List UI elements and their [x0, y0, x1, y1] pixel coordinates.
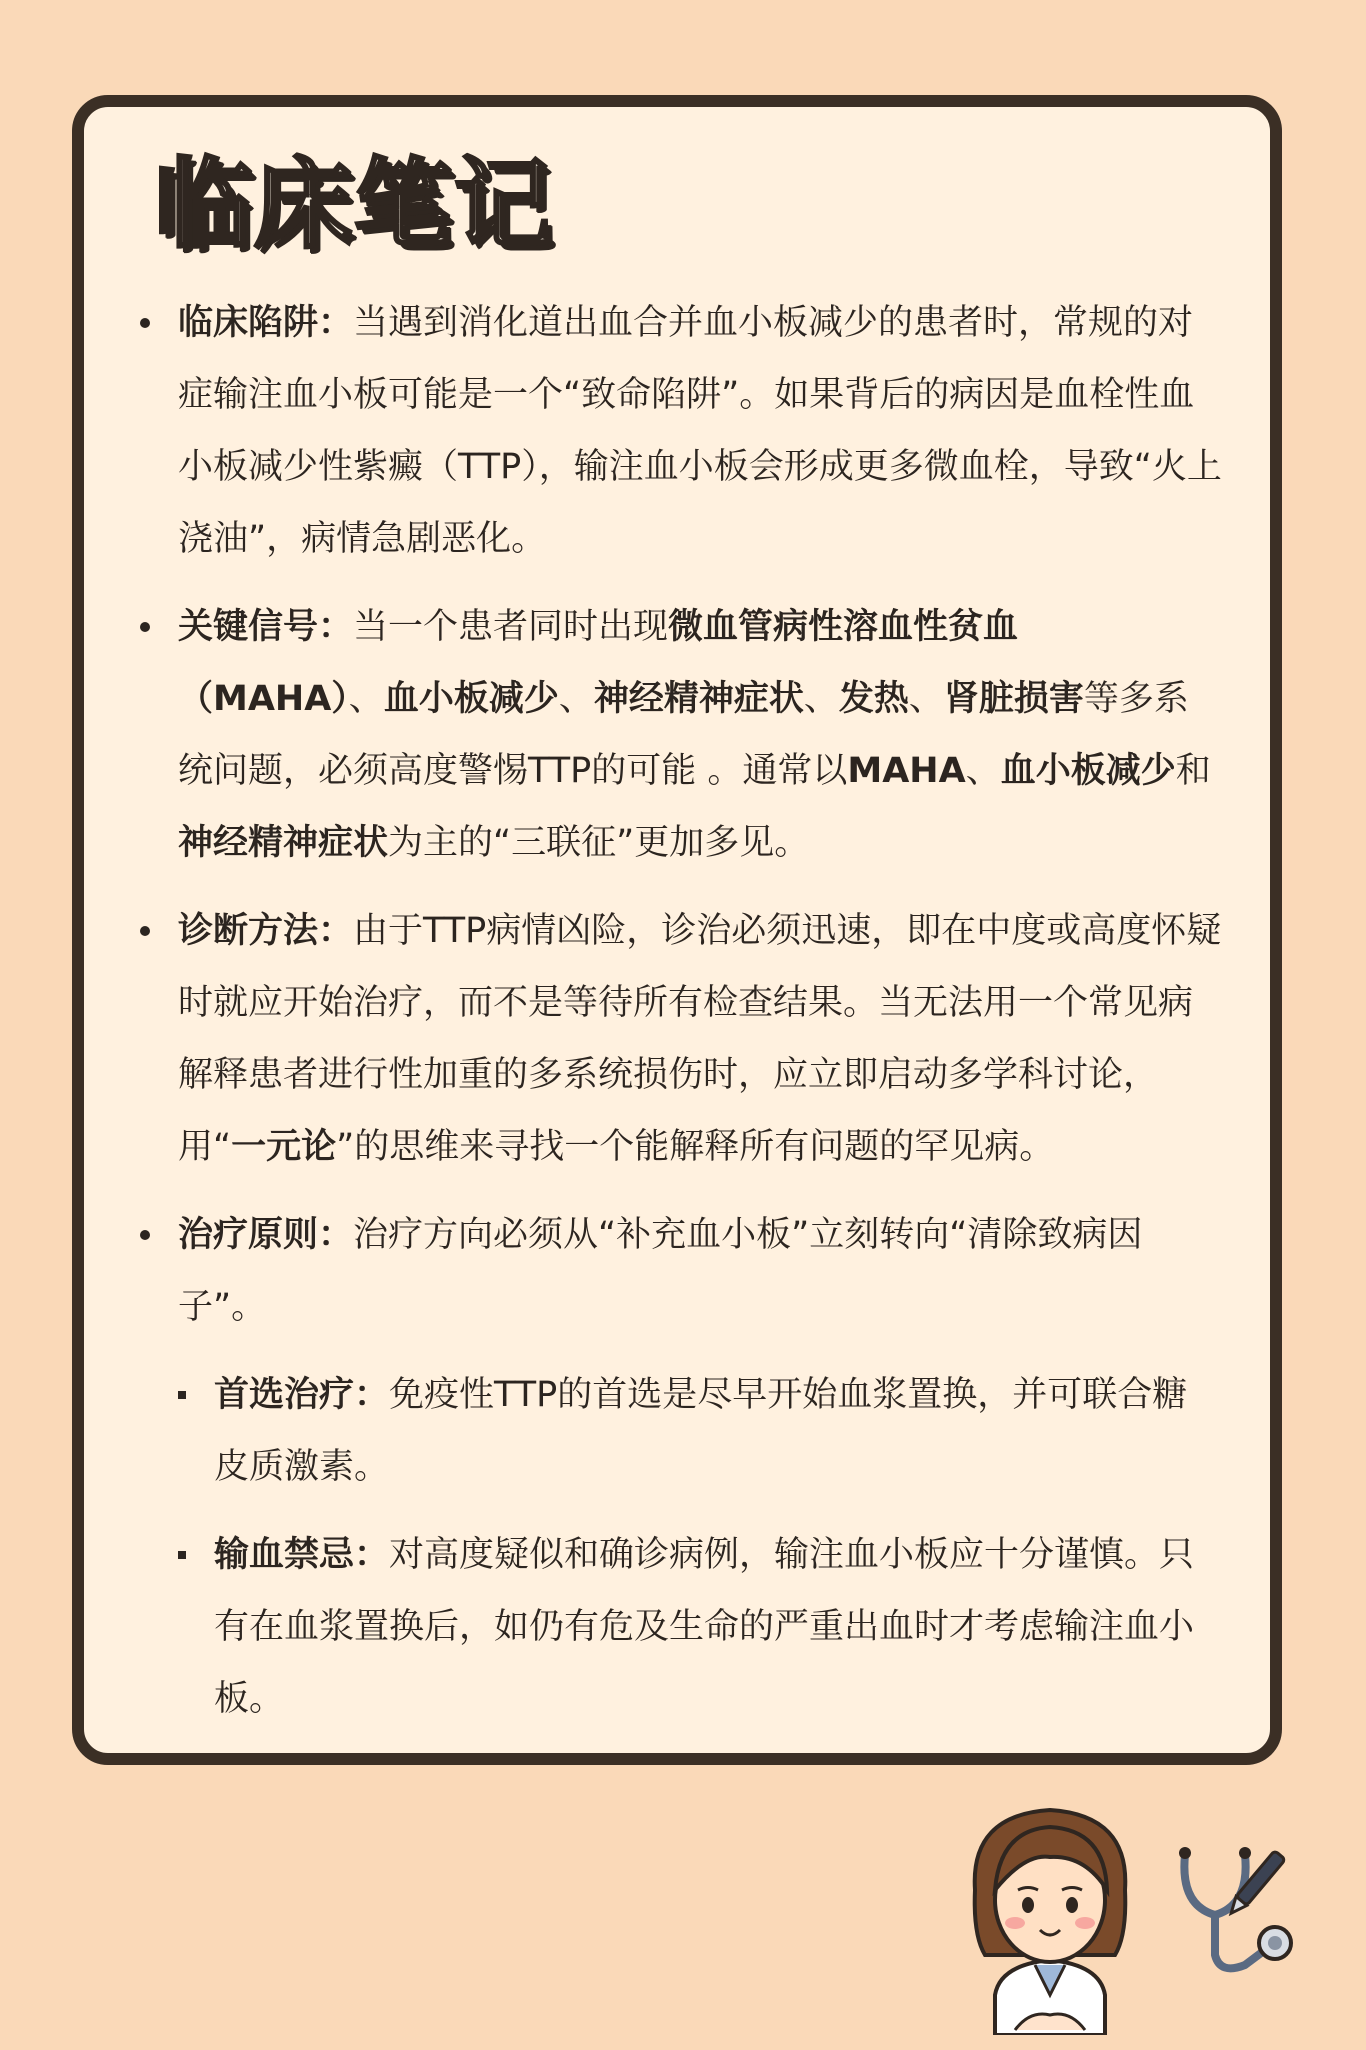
- bullet-text: 当一个患者同时出现: [353, 607, 669, 647]
- bullet-text: ”的思维来寻找一个能解释所有问题的罕见病。: [336, 1127, 1055, 1167]
- bullet-label: 临床陷阱：: [178, 303, 354, 343]
- bullet-text: 、: [348, 679, 384, 719]
- pen-icon: [1226, 1851, 1286, 1918]
- bullet-diagnosis-method: [132, 895, 1222, 1183]
- bold-term: 血小板减少: [383, 679, 559, 719]
- sub-bullet-label: 输血禁忌：: [214, 1535, 390, 1575]
- bullet-text: 、: [558, 679, 594, 719]
- bold-term: 神经精神症状: [593, 679, 804, 719]
- bullet-dot: [140, 622, 150, 632]
- notes-content: [132, 287, 1222, 1751]
- sub-bullet-marker: [178, 1391, 186, 1399]
- sub-bullet-transfusion-contraindication: [132, 1519, 1222, 1735]
- page-title: 临床笔记: [154, 148, 555, 262]
- bullet-label: 诊断方法：: [178, 911, 354, 951]
- notes-card: [72, 95, 1282, 1765]
- bullet-key-signals: [132, 591, 1222, 879]
- bullet-text: 和: [1175, 751, 1211, 791]
- bullet-treatment-principle: [132, 1199, 1222, 1343]
- bullet-label: 关键信号：: [178, 607, 354, 647]
- bold-term: 发热: [838, 679, 909, 719]
- bold-term: 神经精神症状: [178, 823, 389, 863]
- decorative-illustrations: [955, 1795, 1325, 2035]
- bullet-text: 由于TTP病情凶险，诊治必须迅速，即在中度或高度怀疑时就应开始治疗，而不是等待所有检查结果。当无法用一个常见病解释患者进行性加重的多系统损伤时，应立即启动多学科讨论，用“: [178, 911, 1222, 1167]
- bullet-dot: [140, 318, 150, 328]
- bullet-text: 、: [908, 679, 944, 719]
- bullet-text: 当遇到消化道出血合并血小板减少的患者时，常规的对症输注血小板可能是一个“致命陷阱”。如果背后的病因是血栓性血小板减少性紫癜（TTP），输注血小板会形成更多微血栓，导致“火上浇油”，病情急剧恶化。: [178, 303, 1222, 559]
- bold-term: 肾脏损害: [943, 679, 1084, 719]
- bullet-text: 为主的“三联征”更加多见。: [388, 823, 810, 863]
- sub-bullet-label: 首选治疗：: [214, 1375, 390, 1415]
- bullet-label: 治疗原则：: [178, 1215, 354, 1255]
- bold-term: 一元论: [231, 1127, 337, 1167]
- bullet-dot: [140, 926, 150, 936]
- bold-term: 微血管病性溶血性贫血（MAHA）: [178, 607, 1019, 719]
- bullet-text: 治疗方向必须从“补充血小板”立刻转向“清除致病因子”。: [178, 1215, 1143, 1327]
- doctor-illustration: [975, 1810, 1126, 2035]
- bullet-text: 、: [803, 679, 839, 719]
- bold-term: MAHA: [847, 751, 966, 791]
- illustration-svg: [955, 1795, 1325, 2035]
- bullet-clinical-trap: [132, 287, 1222, 575]
- sub-bullet-marker: [178, 1551, 186, 1559]
- sub-bullet-first-choice: [132, 1359, 1222, 1503]
- bullet-dot: [140, 1230, 150, 1240]
- sub-bullet-text: 免疫性TTP的首选是尽早开始血浆置换，并可联合糖皮质激素。: [214, 1375, 1188, 1487]
- sub-bullet-text: 对高度疑似和确诊病例，输注血小板应十分谨慎。只有在血浆置换后，如仍有危及生命的严重出血时才考虑输注血小板。: [214, 1535, 1195, 1719]
- bullet-text: 等多系统问题，必须高度警惕TTP的可能 。通常以: [178, 679, 1189, 791]
- bullet-text: 、: [965, 751, 1001, 791]
- bold-term: 血小板减少: [1000, 751, 1176, 791]
